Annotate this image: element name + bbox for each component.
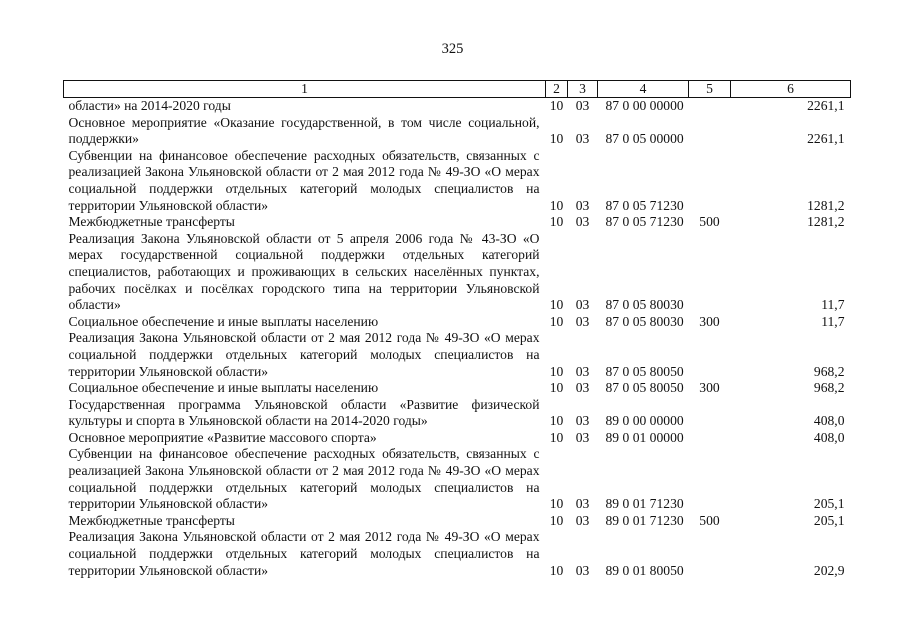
page-number: 325 bbox=[441, 41, 464, 57]
row-section: 10 bbox=[549, 197, 564, 213]
row-name bbox=[64, 513, 546, 530]
row-expense-type bbox=[689, 231, 731, 314]
row-amount: 408,0 bbox=[813, 413, 845, 429]
row-name bbox=[64, 330, 546, 380]
row-name-text: Межбюджетные трансферты bbox=[68, 512, 235, 528]
row-subsection: 03 bbox=[575, 98, 590, 113]
row-amount: 408,0 bbox=[813, 429, 845, 445]
table-row bbox=[64, 148, 851, 214]
row-target-code: 87 0 05 71230 bbox=[605, 197, 684, 213]
row-expense-type bbox=[689, 446, 731, 512]
header-col-3: 3 bbox=[568, 81, 598, 98]
row-target-code: 89 0 00 00000 bbox=[605, 413, 684, 429]
row-section: 10 bbox=[549, 562, 564, 578]
row-amount: 205,1 bbox=[813, 496, 845, 512]
row-amount: 11,7 bbox=[821, 313, 845, 329]
row-expense-type bbox=[689, 98, 731, 115]
row-name-text: Реализация Закона Ульяновской области от 2 мая 2012 года № 49-ЗО «О мерах социальной поддержки отдельных категорий молодых специалистов на территории Ульяновской области» bbox=[68, 330, 540, 379]
row-name bbox=[64, 380, 546, 397]
row-target-code: 87 0 05 80050 bbox=[605, 363, 684, 379]
row-name-text: Основное мероприятие «Оказание государственной, в том числе социальной, поддержки» bbox=[68, 114, 540, 147]
row-section: 10 bbox=[549, 512, 564, 528]
row-section: 10 bbox=[549, 496, 564, 512]
row-target-code: 87 0 05 80030 bbox=[605, 297, 684, 313]
table-row bbox=[64, 330, 851, 380]
row-name bbox=[64, 98, 546, 115]
row-expense-type: 500 bbox=[699, 512, 720, 528]
row-name-text: Социальное обеспечение и иные выплаты населению bbox=[68, 313, 379, 329]
row-name bbox=[64, 314, 546, 331]
row-subsection: 03 bbox=[575, 512, 590, 528]
row-subsection: 03 bbox=[575, 197, 590, 213]
row-section: 10 bbox=[549, 98, 564, 113]
row-subsection: 03 bbox=[575, 496, 590, 512]
row-name bbox=[64, 397, 546, 430]
row-expense-type bbox=[689, 148, 731, 214]
row-section: 10 bbox=[549, 297, 564, 313]
row-name-text: Субвенции на финансовое обеспечение расходных обязательств, связанных с реализацией Закона Ульяновской области от 2 мая 2012 года № 49-ЗО «О мерах социальной поддержки отдельных категорий молодых специалистов на территории Ульяновской области» bbox=[68, 446, 540, 512]
table-row bbox=[64, 214, 851, 231]
row-target-code: 87 0 05 71230 bbox=[605, 214, 684, 230]
row-name bbox=[64, 231, 546, 314]
row-name bbox=[64, 529, 546, 579]
row-name-text: Реализация Закона Ульяновской области от 2 мая 2012 года № 49-ЗО «О мерах социальной поддержки отдельных категорий молодых специалистов на территории Ульяновской области» bbox=[68, 529, 540, 578]
row-name-text: области» на 2014-2020 годы bbox=[68, 98, 231, 113]
row-name bbox=[64, 148, 546, 214]
row-section: 10 bbox=[549, 413, 564, 429]
row-amount: 1281,2 bbox=[807, 197, 845, 213]
table-row bbox=[64, 115, 851, 148]
row-expense-type bbox=[689, 430, 731, 447]
row-name-text: Государственная программа Ульяновской области «Развитие физической культуры и спорта в Ульяновской области на 2014-2020 годы» bbox=[68, 396, 540, 429]
row-name-text: Основное мероприятие «Развитие массового спорта» bbox=[68, 429, 377, 445]
table-row bbox=[64, 446, 851, 512]
row-subsection: 03 bbox=[575, 131, 590, 147]
row-name bbox=[64, 115, 546, 148]
header-col-5: 5 bbox=[689, 81, 731, 98]
row-subsection: 03 bbox=[575, 313, 590, 329]
budget-table bbox=[63, 80, 851, 579]
row-target-code: 89 0 01 71230 bbox=[605, 512, 684, 528]
header-row bbox=[64, 81, 851, 98]
row-section: 10 bbox=[549, 380, 564, 396]
row-section: 10 bbox=[549, 363, 564, 379]
row-target-code: 89 0 01 71230 bbox=[605, 496, 684, 512]
row-section: 10 bbox=[549, 214, 564, 230]
row-name-text: Межбюджетные трансферты bbox=[68, 214, 235, 230]
row-expense-type bbox=[689, 529, 731, 579]
row-subsection: 03 bbox=[575, 297, 590, 313]
row-amount: 2261,1 bbox=[807, 131, 845, 147]
header-col-4: 4 bbox=[598, 81, 689, 98]
row-expense-type: 300 bbox=[699, 313, 720, 329]
table-row bbox=[64, 513, 851, 530]
row-amount: 1281,2 bbox=[807, 214, 845, 230]
row-target-code: 87 0 05 80030 bbox=[605, 313, 684, 329]
row-subsection: 03 bbox=[575, 429, 590, 445]
row-target-code: 87 0 05 00000 bbox=[605, 131, 684, 147]
row-amount: 202,9 bbox=[813, 562, 845, 578]
row-name-text: Субвенции на финансовое обеспечение расходных обязательств, связанных с реализацией Закона Ульяновской области от 2 мая 2012 года № 49-ЗО «О мерах социальной поддержки отдельных категорий молодых специалистов на территории Ульяновской области» bbox=[68, 147, 540, 213]
table-row bbox=[64, 430, 851, 447]
row-subsection: 03 bbox=[575, 380, 590, 396]
row-target-code: 87 0 05 80050 bbox=[605, 380, 684, 396]
row-amount: 968,2 bbox=[813, 380, 845, 396]
table-row bbox=[64, 314, 851, 331]
row-name bbox=[64, 430, 546, 447]
row-subsection: 03 bbox=[575, 363, 590, 379]
table-row bbox=[64, 529, 851, 579]
row-name bbox=[64, 214, 546, 231]
header-col-2: 2 bbox=[546, 81, 568, 98]
row-amount: 2261,1 bbox=[807, 98, 845, 113]
row-subsection: 03 bbox=[575, 562, 590, 578]
row-section: 10 bbox=[549, 313, 564, 329]
row-name bbox=[64, 446, 546, 512]
table-row bbox=[64, 231, 851, 314]
header-col-6: 6 bbox=[731, 81, 851, 98]
row-expense-type bbox=[689, 115, 731, 148]
table-row bbox=[64, 98, 851, 115]
table-row bbox=[64, 380, 851, 397]
row-target-code: 89 0 01 00000 bbox=[605, 429, 684, 445]
table-body bbox=[64, 98, 851, 580]
row-name-text: Реализация Закона Ульяновской области от 5 апреля 2006 года № 43-ЗО «О мерах государственной социальной поддержки отдельных категорий специалистов, работающих и проживающих в сельских населённых пунктах, рабочих посёлках и посёлках городского типа на территории Ульяновской области» bbox=[68, 230, 540, 313]
row-amount: 205,1 bbox=[813, 512, 845, 528]
row-target-code: 89 0 01 80050 bbox=[605, 562, 684, 578]
row-amount: 11,7 bbox=[821, 297, 845, 313]
row-amount: 968,2 bbox=[813, 363, 845, 379]
row-target-code: 87 0 00 00000 bbox=[605, 98, 684, 113]
row-expense-type: 500 bbox=[699, 214, 720, 230]
table-row bbox=[64, 397, 851, 430]
row-section: 10 bbox=[549, 131, 564, 147]
row-expense-type: 300 bbox=[699, 380, 720, 396]
row-subsection: 03 bbox=[575, 413, 590, 429]
row-expense-type bbox=[689, 330, 731, 380]
header-col-1: 1 bbox=[64, 81, 546, 98]
row-subsection: 03 bbox=[575, 214, 590, 230]
row-section: 10 bbox=[549, 429, 564, 445]
row-expense-type bbox=[689, 397, 731, 430]
row-name-text: Социальное обеспечение и иные выплаты населению bbox=[68, 380, 379, 396]
